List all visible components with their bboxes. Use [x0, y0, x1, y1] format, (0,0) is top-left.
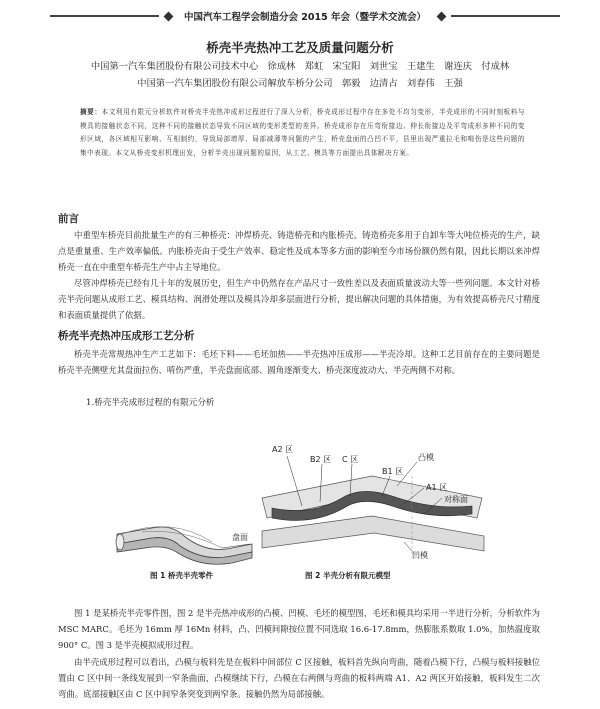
label-b2: B2 区: [310, 455, 332, 464]
authors-line-1: 中国第一汽车集团股份有限公司技术中心 徐成林 郑虹 宋宝阳 刘世宝 王建生 谢连庆 付成林: [90, 61, 510, 72]
figure-models: [112, 436, 492, 576]
header-rule-left: [50, 15, 159, 17]
label-a2: A2 区: [272, 445, 294, 454]
paper-title: 桥壳半壳热冲工艺及质量问题分析: [206, 40, 394, 55]
label-die: 凹模: [412, 551, 428, 560]
heading-process: 桥壳半壳热冲压成形工艺分析: [58, 330, 195, 342]
label-a1: A1 区: [426, 483, 448, 492]
figure-2-caption: 图 2 半壳分析有限元模型: [305, 571, 391, 580]
body-paragraph-1: 图 1 是某桥壳半壳零件图，图 2 是半壳热冲成形的凸模、凹模、毛坯的模型图，毛坯和模具均采用一半进行分析，分析软件为 MSC MARC。毛坯为 16mm 厚 16Mn 材料，凸、凹模间隙按位置不同选取 16.6-17.8mm，热膨胀系数取 1.0%，加热温度取 900° C。图 3 是半壳模拟成形过程。: [58, 608, 540, 650]
conference-name: 中国汽车工程学会制造分会 2015 年会（暨学术交流会）: [183, 12, 427, 23]
axle-half-shell-drawing: [116, 527, 252, 565]
intro-paragraph-1: 中重型车桥壳目前批量生产的有三种桥壳：冲焊桥壳、铸造桥壳和内胀桥壳。铸造桥壳多用于自卸车等大吨位桥壳的生产，缺点是重量重、生产效率偏低。内胀桥壳由于受生产效率、稳定性及成本等多方面的影响至今市场份额仍然有限，因此长期以来冲焊桥壳一直在中重型车桥壳生产中占主导地位。: [58, 230, 540, 272]
conference-header: [50, 8, 560, 24]
heading-intro: 前言: [58, 213, 79, 225]
label-symmetry: 对称面: [444, 495, 468, 504]
diamond-icon: [437, 11, 447, 21]
abstract: [80, 106, 525, 160]
process-paragraph-1: 桥壳半壳常规热冲生产工艺如下：毛坯下料——毛坯加热——半壳热冲压成形——半壳冷却。这种工艺目前存在的主要问题是桥壳半壳侧壁尤其盘面拉伤、啃伤严重，半壳盘面底部、圆角逐渐变大、桥壳深度波动大、半壳两侧不对称。: [58, 349, 540, 375]
abstract-label: 摘要：: [80, 108, 102, 116]
label-punch: 凸模: [418, 453, 434, 462]
header-rule-right: [451, 15, 560, 17]
diamond-icon: [164, 11, 174, 21]
fe-model-drawing: [262, 445, 484, 560]
authors-line-2: 中国第一汽车集团股份有限公司解放车桥分公司 郭毅 边清占 刘春伟 王强: [137, 78, 463, 89]
label-c: C 区: [342, 455, 359, 464]
label-b1: B1 区: [382, 467, 404, 476]
body-paragraph-2: 由半壳成形过程可以看出，凸模与板料先是在板料中间部位 C 区接触，板料首先纵向弯曲，随着凸模下行，凸模与板料接触位置由 C 区中间一条线发展到一窄条曲面，凸模继续下行，凸模在右两侧与弯曲的板料两端 A1、A2 两区开始接触，板料发生二次弯曲。底部接触区由 C 区中间窄条突变到两窄条。接触仍然为局部接触。: [58, 657, 540, 699]
abstract-text: 本文利用有限元分析软件对桥壳半壳热冲成形过程进行了深入分析，桥壳成形过程中存在多处不均匀变形，半壳成形的不同时刻板料与模具的接触状态不同，这种不同的接触状态导致不同区域的变形类型的差异。桥壳成形存在压弯衔接边、伸长衔接边及平弯成形多种不同的变形区域，各区域相互影响、互相制约，导致局部增厚、局部减薄等问题的产生，桥壳盘面的凸凹不平，县里出现严重拉毛和啃伤是这些问题的集中表现。本文从桥壳变形机理出发，分析半壳出现问题的原因，从工艺、模具等方面提出具体解决方案。: [80, 108, 526, 157]
figure-1-caption: 图 1 桥壳半壳零件: [150, 571, 213, 580]
subheading-fea: 1.桥壳半壳成形过程的有限元分析: [86, 398, 215, 408]
die-shape: [262, 516, 484, 551]
intro-paragraph-2: 尽管冲焊桥壳已经有几十年的发展历史，但生产中仍然存在产品尺寸一致性差以及表面质量波动大等一些列问题。本文针对桥壳半壳问题从成形工艺、模具结构、润滑处理以及模具冷却多层面进行分析，提出解决问题的具体措施，为有效提高桥壳尺寸精度和表面质量提供了依据。: [58, 278, 540, 320]
label-disk: 盘面: [232, 533, 248, 542]
